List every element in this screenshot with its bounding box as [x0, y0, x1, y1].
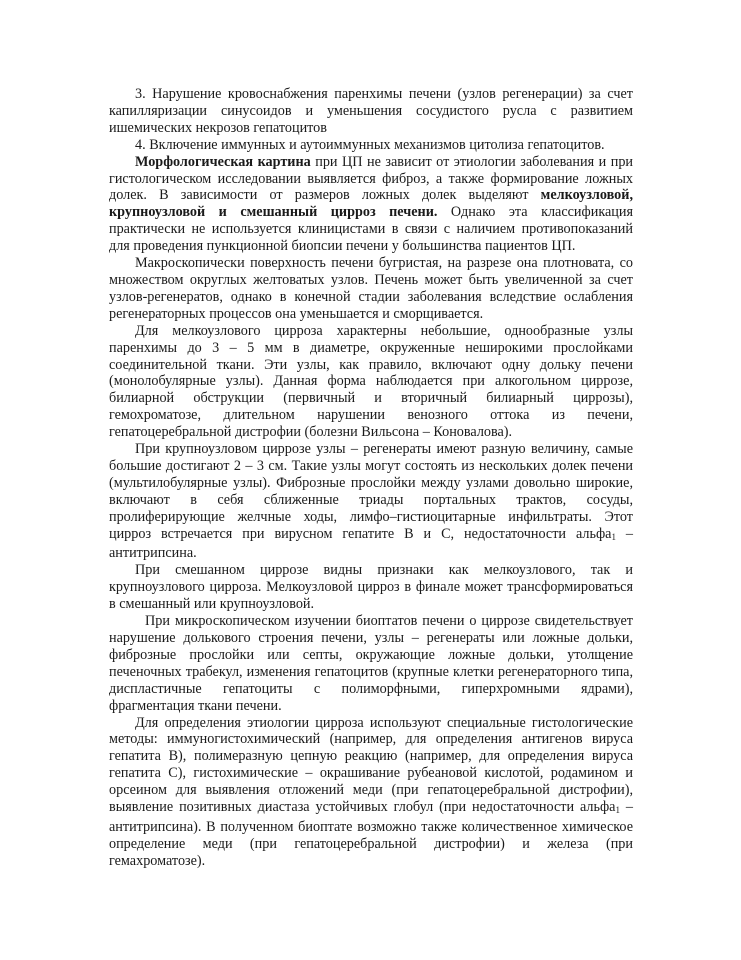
text-segment: 4. Включение иммунных и аутоиммунных механизмов цитолиза гепатоцитов.	[135, 136, 605, 153]
bold-text: мелкоузловой, крупноузловой и смешанный цирроз печени.	[109, 187, 633, 221]
paragraph	[109, 137, 633, 154]
paragraph	[109, 86, 633, 137]
text-segment: 3. Нарушение кровоснабжения паренхимы печени (узлов регенерации) за счет капилляризации синусоидов и уменьшения сосудистого русла с развитием ишемических некрозов гепатоцитов	[109, 86, 633, 136]
document-page	[109, 86, 633, 870]
paragraph	[109, 441, 633, 562]
text-segment: При крупноузловом циррозе узлы – регенераты имеют разную величину, самые большие достигают 2 – 3 см. Такие узлы могут состоять из нескольких долек печени (мультилобулярные узлы). Фиброзные прослойки между узлами довольно широкие, включают в себя сближенные триады портальных трактов, сосуды, пролиферирующие желчные ходы, лимфо–гистиоцитарные инфильтраты. Этот цирроз встречается при вирусном гепатите В и С, недостаточности альфа	[109, 441, 633, 542]
paragraph	[109, 562, 633, 613]
paragraph	[109, 323, 633, 441]
text-segment: Для мелкоузлового цирроза характерны небольшие, однообразные узлы паренхимы до 3 – 5 мм в диаметре, окруженные неширокими прослойками соединительной ткани. Эти узлы, как правило, включают одну дольку печени (монолобулярные узлы). Данная форма наблюдается при алкогольном циррозе, билиарной обструкции (первичный и вторичный билиарный циррозы), гемохроматозе, длительном нарушении венозного оттока из печени, гепатоцеребральной дистрофии (болезни Вильсона – Коновалова).	[109, 322, 633, 441]
bold-text: Морфологическая картина	[135, 153, 311, 170]
text-segment: Для определения этиологии цирроза используют специальные гистологические методы: иммуногистохимический (например, для определения антигенов вируса гепатита В), полимеразную цепную реакцию (например, для определения вируса гепатита С), гистохимические – окрашивание рубеановой кислотой, родамином и орсеином для выявления отложений меди (при гепатоцеребральной дистрофии), выявление позитивных диастаза устойчивых глобул (при недостаточности альфа	[109, 714, 633, 816]
subscript: 1	[611, 531, 616, 542]
paragraph	[109, 154, 633, 255]
text-segment: Макроскопически поверхность печени бугристая, на разрезе она плотновата, со множеством округлых желтоватых узлов. Печень может быть увеличенной за счет узлов-регенератов, однако в конечной стадии заболевания вследствие ослабления регенераторных процессов она уменьшается и сморщивается.	[109, 255, 633, 322]
text-segment: Однако эта классификация практически не используется клиницистами в связи с наличием противопоказаний для проведения пункционной биопсии печени у большинства пациентов ЦП.	[109, 204, 633, 255]
text-segment: – антитрипсина). В полученном биоптате возможно также количественное химическое определение меди (при гепатоцеребральной дистрофии) и железа (при гемахроматозе).	[109, 799, 633, 869]
paragraph	[109, 613, 633, 714]
text-segment: При микроскопическом изучении биоптатов печени о циррозе свидетельствует нарушение долькового строения печени, узлы – регенераты или ложные дольки, фиброзные прослойки или септы, окружающие ложные дольки, утолщение печеночных трабекул, изменения гепатоцитов (крупные клетки регенераторного типа, диспластичные гепатоциты с полиморфными, гиперхромными ядрами), фрагментация ткани печени.	[109, 613, 633, 714]
paragraph	[109, 255, 633, 323]
subscript: 1	[615, 805, 620, 816]
text-segment: – антитрипсина.	[109, 525, 634, 562]
text-segment: при ЦП не зависит от этиологии заболевания и при гистологическом исследовании выявляется фиброз, а также формирование ложных долек. В зависимости от размеров ложных долек выделяют	[109, 153, 634, 204]
paragraph	[109, 715, 633, 870]
text-segment: При смешанном циррозе видны признаки как мелкоузлового, так и крупноузлового цирроза. Мелкоузловой цирроз в финале может трансформироваться в смешанный или крупноузловой.	[109, 562, 633, 613]
